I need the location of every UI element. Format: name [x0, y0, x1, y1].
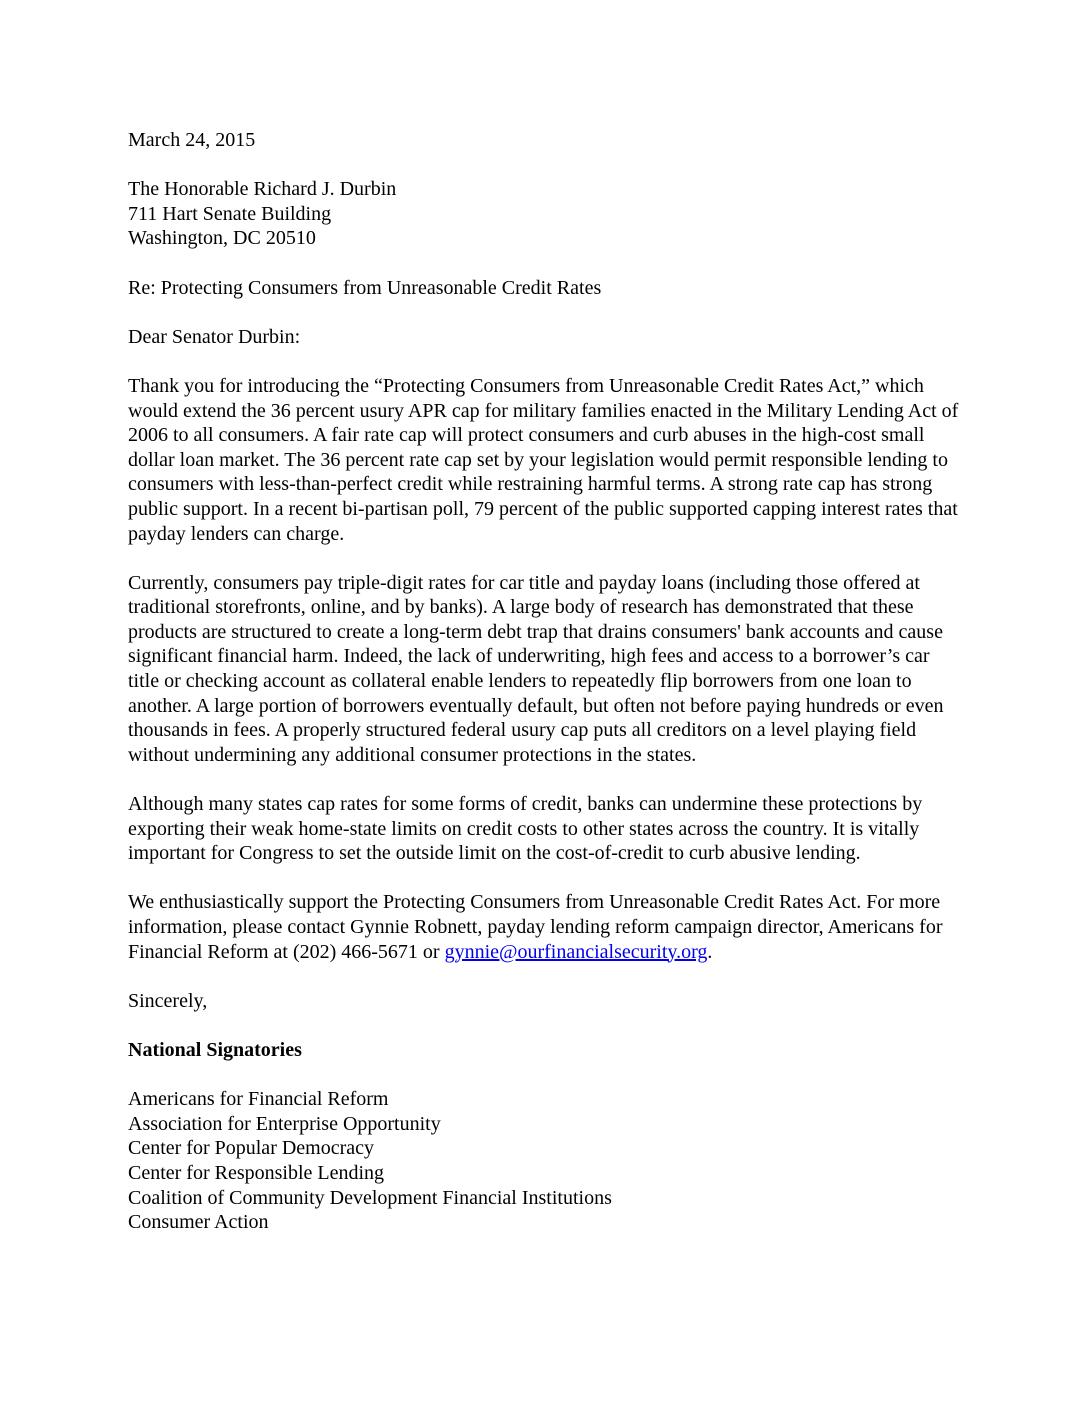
subject-line: Re: Protecting Consumers from Unreasonable Credit Rates — [128, 276, 602, 299]
signatory-item: Center for Responsible Lending — [128, 1161, 385, 1184]
signatory-item: Americans for Financial Reform — [128, 1088, 389, 1111]
signatories-list — [128, 1087, 964, 1235]
body-paragraph-2: Currently, consumers pay triple-digit rates for car title and payday loans (including those offered at traditional storefronts, online, and by banks). A large body of research has demonstrated that these products are structured to create a long-term debt trap that drains consumers' bank accounts and cause significant financial harm. Indeed, the lack of underwriting, high fees and access to a borrower’s car title or checking account as collateral enable lenders to repeatedly flip borrowers from one loan to another. A large portion of borrowers eventually default, but often not before paying hundreds or even thousands in fees. A properly structured federal usury cap puts all creditors on a level playing field without undermining any additional consumer protections in the states. — [128, 571, 944, 766]
signoff: Sincerely, — [128, 989, 208, 1012]
contact-email-link[interactable]: gynnie@ourfinancialsecurity.org — [444, 940, 708, 963]
signatory-item: Coalition of Community Development Financial Institutions — [128, 1186, 612, 1209]
body-paragraph-3: Although many states cap rates for some forms of credit, banks can undermine these protections by exporting their weak home-state limits on credit costs to other states across the country. It is vitally important for Congress to set the outside limit on the cost-of-credit to curb abusive lending. — [128, 793, 923, 865]
contact-paragraph-end: . — [707, 940, 713, 963]
letter-body — [128, 128, 964, 1235]
signatory-item: Association for Enterprise Opportunity — [128, 1112, 441, 1135]
recipient-name: The Honorable Richard J. Durbin — [128, 178, 397, 201]
salutation: Dear Senator Durbin: — [128, 325, 301, 348]
contact-paragraph-text: We enthusiastically support the Protecting Consumers from Unreasonable Credit Rates Act. For more information, please contact Gynnie Robnett, payday lending reform campaign director, Americans for Financial Reform at (202) 466-5671 or — [128, 891, 943, 963]
signatory-item: Consumer Action — [128, 1211, 269, 1234]
signatory-item: Center for Popular Democracy — [128, 1137, 375, 1160]
recipient-address-line-1: 711 Hart Senate Building — [128, 202, 332, 225]
recipient-address — [128, 177, 964, 251]
recipient-address-line-2: Washington, DC 20510 — [128, 227, 316, 250]
body-paragraph-1: Thank you for introducing the “Protecting Consumers from Unreasonable Credit Rates Act,” which would extend the 36 percent usury APR cap for military families enacted in the Military Lending Act of 2006 to all consumers. A fair rate cap will protect consumers and curb abuses in the high-cost small dollar loan market. The 36 percent rate cap set by your legislation would permit responsible lending to consumers with less-than-perfect credit while restraining harmful terms. A strong rate cap has strong public support. In a recent bi-partisan poll, 79 percent of the public supported capping interest rates that payday lenders can charge. — [128, 374, 959, 545]
letter-date: March 24, 2015 — [128, 129, 256, 151]
contact-paragraph — [128, 890, 964, 964]
signatories-heading: National Signatories — [128, 1038, 302, 1061]
